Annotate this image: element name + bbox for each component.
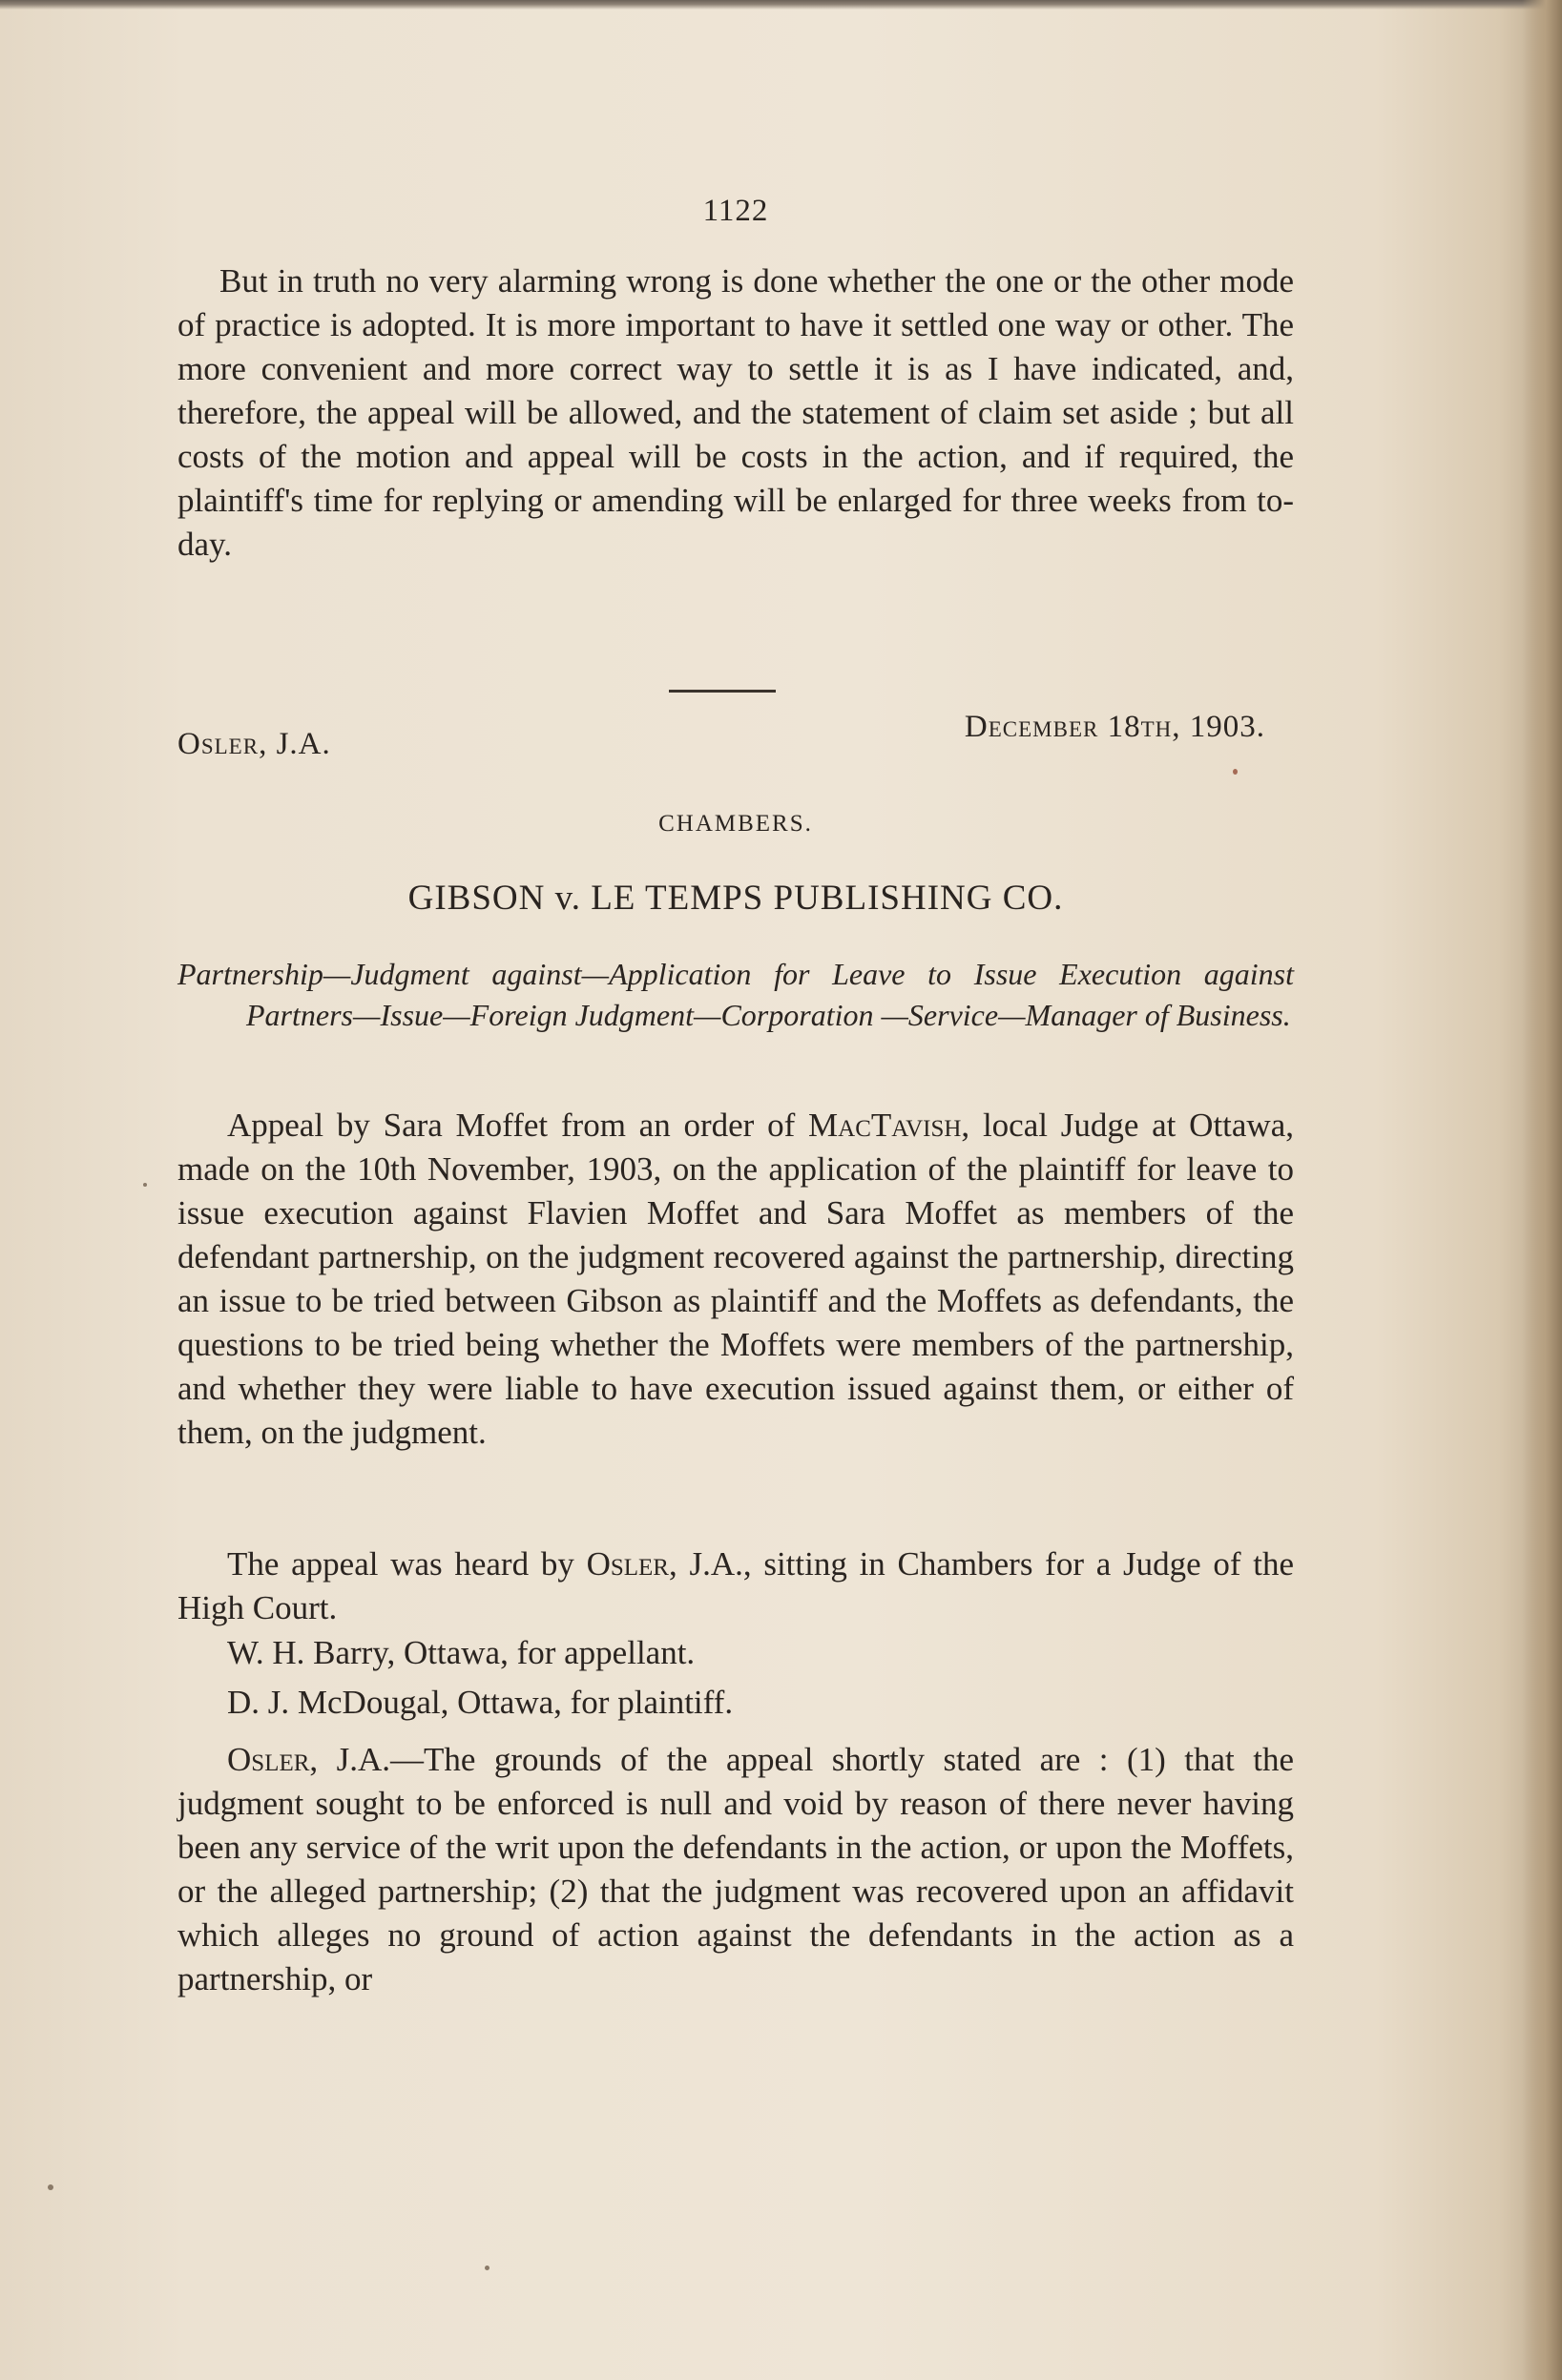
appeal-text-rest: , local Judge at Ottawa, made on the 10th November, 1903, on the application of the plaintiff for leave to issue execution against Flavien Moffet and Sara Moffet as members of the defendant partnership, on the judgment recovered against the partnership, directing an issue to be tried between Gibson as plaintiff and the Moffets as defendants, the questions to be tried being whether the Moffets were members of the partnership, and whether they were liable to have execution issued against them, or either of them, on the judgment. xyxy=(177,1107,1294,1451)
heard-paragraph xyxy=(177,1542,1294,1630)
page-number: 1122 xyxy=(702,194,769,228)
appeal-text-start: Appeal by Sara Moffet from an order of xyxy=(227,1107,809,1144)
appeal-paragraph xyxy=(177,1104,1294,1455)
venue-heading: CHAMBERS. xyxy=(658,811,813,837)
page-binding-shadow xyxy=(1522,0,1562,2380)
paper-speck xyxy=(48,2184,53,2190)
judge-name: Osler, J.A. xyxy=(177,727,331,761)
heard-text-start: The appeal was heard by xyxy=(227,1545,587,1583)
paper-speck xyxy=(143,1183,147,1187)
hearing-judge-name: Osler xyxy=(586,1545,669,1583)
judgment-judge-name: Osler xyxy=(227,1741,310,1778)
local-judge-name: MacTavish xyxy=(808,1107,962,1144)
decision-date: December 18th, 1903. xyxy=(964,710,1265,744)
counsel-plaintiff: D. J. McDougal, Ottawa, for plaintiff. xyxy=(227,1684,734,1721)
page-top-shadow xyxy=(0,0,1562,10)
section-divider xyxy=(669,690,776,693)
headnote: Partnership—Judgment against—Application for Leave to Issue Execution against Partners—Issue—Foreign Judgment—Corporation —Service—Manager of Business. xyxy=(177,957,1294,1032)
judgment-text: , J.A.—The grounds of the appeal shortly stated are : (1) that the judgment sought to be enforced is null and void by reason of there never having been any service of the writ upon the defendants in the action, or upon the Moffets, or the alleged partnership; (2) that the judgment was recovered upon an affidavit which alleges no ground of action against the defendants in the action as a partnership, or xyxy=(177,1741,1294,1997)
judgment-paragraph xyxy=(177,1738,1294,2001)
paper-speck xyxy=(1233,769,1238,775)
paper-speck xyxy=(485,2266,489,2270)
case-title: GIBSON v. LE TEMPS PUBLISHING CO. xyxy=(407,879,1064,918)
opening-paragraph: But in truth no very alarming wrong is done whether the one or the other mode of practice is adopted. It is more important to have it settled one way or other. The more convenient and more correct way to settle it is as I have indicated, and, therefore, the appeal will be allowed, and the statement of claim set aside ; but all costs of the motion and appeal will be costs in the action, and if required, the plaintiff's time for replying or amending will be enlarged for three weeks from to-day. xyxy=(177,262,1294,563)
counsel-appellant: W. H. Barry, Ottawa, for appellant. xyxy=(227,1634,696,1671)
heard-text-rest: , J.A., sitting in Chambers for a Judge of the High Court. xyxy=(177,1545,1295,1626)
